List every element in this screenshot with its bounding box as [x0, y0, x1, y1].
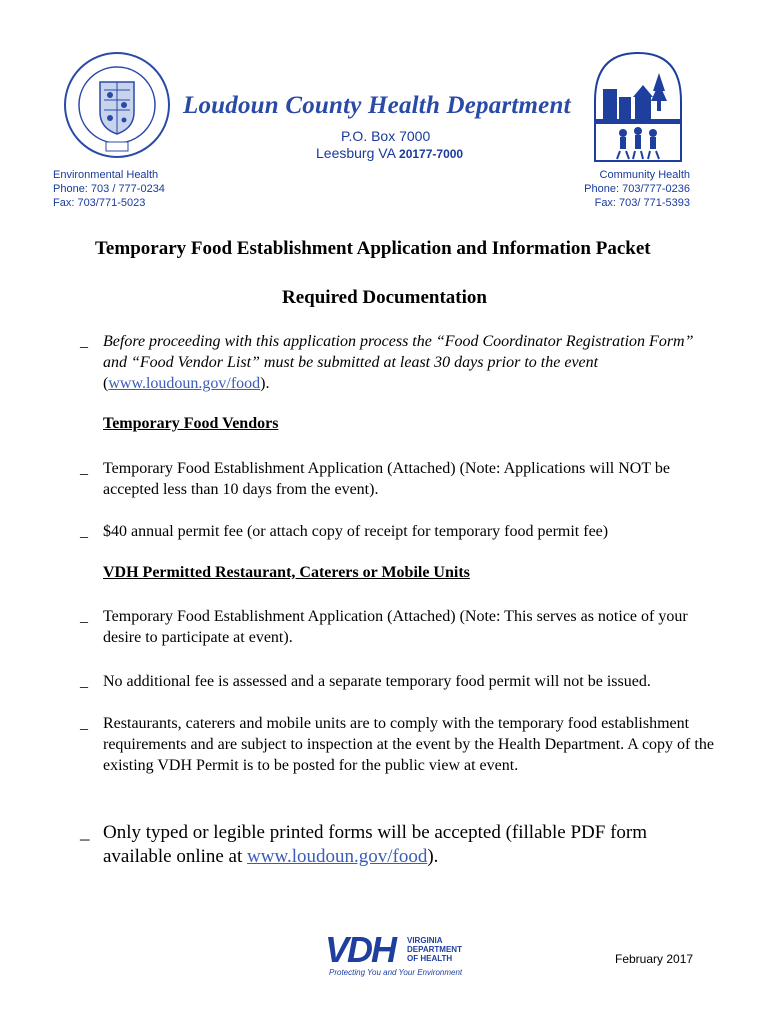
community-health-phone: Phone: 703/777-0236	[584, 183, 690, 195]
list-item-text: $40 annual permit fee (or attach copy of receipt for temporary food permit fee)	[103, 523, 609, 540]
required-documentation-heading: Required Documentation	[282, 287, 487, 308]
community-health-logo	[593, 51, 683, 163]
checkbox-blank[interactable]: _	[80, 673, 88, 690]
list-item-text: Temporary Food Establishment Application (Attached) (Note: This serves as notice of your desire to participate at event).	[103, 608, 688, 646]
final-note-close: ).	[427, 846, 439, 867]
checkbox-blank[interactable]: _	[80, 822, 90, 843]
intro-body: Before proceeding with this application process the “Food Coordinator Registration Form” and “Food Vendor List” must be submitted at least 30 days prior to the event	[103, 333, 694, 371]
list-item-text: Restaurants, caterers and mobile units are to comply with the temporary food establishment requirements and are subject to inspection at the event by the Health Department. A copy of the existing VDH Permit is to be posted for the public view at event.	[103, 715, 714, 774]
final-note-body: Only typed or legible printed forms will be accepted (fillable PDF form available online at	[103, 822, 647, 867]
community-health-name: Community Health	[599, 169, 690, 181]
po-box: P.O. Box 7000	[341, 128, 431, 144]
intro-open-paren: (	[103, 375, 109, 392]
checkbox-blank[interactable]: _	[80, 608, 88, 625]
zip-code: 20177-7000	[399, 147, 464, 161]
checkbox-blank[interactable]: _	[80, 460, 88, 477]
city-state: Leesburg VA	[316, 145, 400, 161]
vdh-logo-lines	[407, 936, 462, 963]
env-health-fax: Fax: 703/771-5023	[53, 197, 146, 209]
vdh-tagline: Protecting You and Your Environment	[329, 968, 463, 977]
temporary-food-vendors-heading: Temporary Food Vendors	[103, 415, 279, 432]
list-item-text: No additional fee is assessed and a separate temporary food permit will not be issued.	[103, 673, 651, 690]
community-health-contact	[580, 168, 690, 210]
env-health-phone: Phone: 703 / 777-0234	[53, 183, 165, 195]
intro-item	[80, 331, 720, 394]
list-item	[80, 713, 720, 776]
list-item	[80, 458, 720, 500]
checkbox-blank[interactable]: _	[80, 715, 88, 732]
checkbox-blank[interactable]: _	[80, 333, 88, 350]
intro-text	[103, 331, 720, 394]
intro-close: ).	[260, 375, 270, 392]
vdh-line-2: DEPARTMENT	[407, 945, 462, 954]
food-website-link[interactable]: www.loudoun.gov/food	[247, 846, 428, 867]
checkbox-blank[interactable]: _	[80, 523, 88, 540]
env-health-name: Environmental Health	[53, 169, 159, 181]
vdh-permitted-heading: VDH Permitted Restaurant, Caterers or Mobile Units	[103, 564, 470, 581]
food-website-link[interactable]: www.loudoun.gov/food	[108, 375, 261, 392]
vdh-line-3: OF HEALTH	[407, 954, 453, 963]
list-item-text: Temporary Food Establishment Application (Attached) (Note: Applications will NOT be accepted less than 10 days from the event).	[103, 460, 670, 498]
vdh-logo-letters: VDH	[325, 929, 396, 970]
environmental-health-contact	[53, 168, 165, 210]
vdh-line-1: VIRGINIA	[407, 936, 443, 945]
community-health-fax: Fax: 703/ 771-5393	[594, 197, 690, 209]
list-item	[80, 671, 720, 692]
city-state-zip	[316, 145, 463, 161]
final-note	[80, 821, 720, 869]
document-date: February 2017	[615, 952, 694, 966]
vdh-logo	[325, 929, 465, 979]
document-title: Temporary Food Establishment Application and Information Packet	[95, 238, 651, 259]
final-note-text	[103, 821, 720, 869]
seal-lettering	[62, 50, 172, 160]
list-item	[80, 521, 720, 542]
list-item	[80, 606, 720, 648]
department-name: Loudoun County Health Department	[183, 92, 571, 119]
